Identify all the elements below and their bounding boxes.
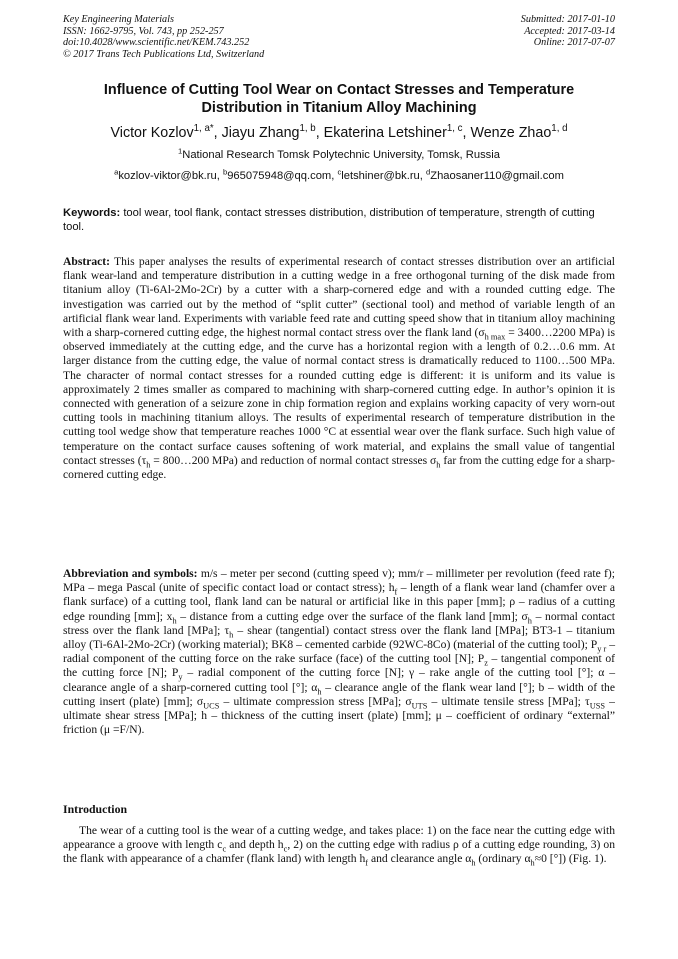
email-link[interactable]: kozlov-viktor@bk.ru: [118, 170, 217, 182]
subscript: c: [283, 844, 288, 854]
online-date: Online: 2017-07-07: [533, 37, 615, 49]
subscript: UCS: [203, 701, 220, 711]
doi-line: doi:10.4028/www.scientific.net/KEM.743.252: [63, 37, 250, 49]
section-heading-introduction: Introduction: [63, 802, 128, 816]
abbreviations-text: m/s – meter per second (cutting speed v); mm/r – millimeter per revolution (feed rate f); MPa – mega Pascal (unite of specific contact load or contact stress); h: [63, 567, 615, 595]
accepted-date: Accepted: 2017-03-14: [524, 25, 615, 37]
author-sup: 1, c: [446, 123, 463, 135]
introduction-text: , 2) on the cutting edge with radius ρ of a cutting edge rounding, 3) on the flank with appearance of a chamfer (flank land) with length h: [63, 838, 616, 866]
affiliation-text: National Research Tomsk Polytechnic University, Tomsk, Russia: [182, 149, 500, 161]
introduction-text: and clearance angle α: [368, 852, 472, 866]
subscript: h max: [484, 332, 506, 342]
subscript: y r: [597, 644, 607, 654]
journal-name: Key Engineering Materials: [63, 14, 174, 25]
subscript: h: [527, 615, 532, 625]
keywords: [63, 206, 615, 235]
email-link[interactable]: 965075948@qq.com: [227, 170, 332, 182]
subscript: h: [471, 858, 476, 868]
abbreviations-text: – normal contact stress over the flank land [MPa]; τ: [63, 609, 615, 637]
subscript: UTS: [411, 701, 428, 711]
subscript: h: [229, 630, 234, 640]
introduction-text: (ordinary α: [475, 852, 531, 866]
email-sup: b: [222, 167, 228, 177]
subscript: z: [484, 658, 488, 668]
email-sup: c: [337, 167, 342, 177]
subscript: h: [146, 460, 151, 470]
author-sup: 1, d: [551, 123, 568, 135]
introduction-paragraph: [63, 824, 615, 867]
subscript: h: [530, 858, 535, 868]
abbreviations-text: – ultimate shear stress [MPa]; h – thickness of the cutting insert (plate) [mm]; μ – coefficient of ordinary “external” friction (μ =F/N).: [63, 694, 615, 737]
issn-line: ISSN: 1662-9795, Vol. 743, pp 252-257: [63, 25, 224, 37]
email-list: $^a$kozlov-viktor@bk.ru, $^b$965075948@qq.com, $^c$letshiner@bk.ru, $^d$Zhaosaner110@gmail.com: [114, 167, 564, 182]
email-sup: a: [114, 167, 119, 177]
abbreviations-text: – length of a flank wear land (chamfer over a flank surface) of a cutting tool, flank land can be natural or artificial like in this paper [mm]; ρ – radius of a cutting edge rounding [mm]; x: [63, 581, 616, 623]
keywords-label: Keywords:: [63, 207, 121, 219]
abbreviations-text: – clearance angle of the flank wear land [°]; b – width of the cutting insert (plate) [mm]; σ: [63, 680, 615, 708]
paper-title: Influence of Cutting Tool Wear on Contact Stresses and Temperature Distribution in Titanium Alloy Machining: [103, 82, 575, 116]
introduction-text: The wear of a cutting tool is the wear of a cutting wedge, and takes place: 1) on the face near the cutting edge with appearance a groove with length c: [63, 824, 615, 852]
abbreviations: [63, 567, 615, 737]
author-sup: 1, b: [299, 123, 316, 135]
author-sup: 1, a*: [193, 123, 214, 135]
email-link[interactable]: Zhaosaner110@gmail.com: [430, 170, 564, 182]
abbreviations-text: – shear (tangential) contact stress over the flank land [MPa]; BT3-1 – titanium alloy (Ti-6Al-2Mo-2Cr) (working material); BK8 – cemented carbide (92WC-8Co) (material of the cutting tool); P: [63, 623, 615, 652]
subscript: c: [222, 844, 227, 854]
abbreviations-text: – radial component of the cutting force on the rake surface (face) of the cutting tool [N]; P: [63, 638, 616, 666]
abstract-text: = 3400…2200 MPa) is observed immediately at the cutting edge, and the curve has a horizontal region with a length of 0.2…0.6 mm. At larger distance from the cutting edge, the value of normal contact stress is dramatically reduced to 1100…500 MPa. The character of normal contact stresses for a rounded cutting edge is different: it is uniform and its value is approximately 2 times smaller as compared to machining with sharp-cornered cutting edge. In author’s opinion it is connected with generation of a seizure zone in chip formation region and explains working capacity of very worn-out cutting tools in machining titanium alloys. The results of experimental research of temperature distribution in the cutting tool wedge show that temperature reaches 1000 °C at essential wear over the flank surface. Such high value of temperature on the contact surface causes softening of work material, and explains the small value of tangential contact stresses (τ: [63, 326, 615, 467]
subscript: h: [436, 460, 441, 470]
abbreviations-text: – ultimate compression stress [MPa]; σ: [219, 694, 412, 708]
author-name: Victor Kozlov: [110, 125, 194, 141]
subscript: f: [394, 587, 398, 597]
abstract-label: Abstract:: [63, 255, 111, 268]
journal-info: [63, 14, 264, 60]
subscript: h: [317, 686, 322, 696]
abstract-text: This paper analyses the results of experimental research of contact stresses distribution over an artificial flank wear-land and temperature distribution in a cutting wedge in a free orthogonal turning of the disk made from titanium alloy (Ti-6Al-2Mo-2Cr) by a cutter with a sharp-cornered edge and with a rounded cutting edge. The investigation was carried out by the method of “split cutter” (sectional tool) and method of variable length of an artificial flank wear land. Experiments with variable feed rate and cutting speed show that in titanium alloy machining with a sharp-cornered cutting edge, the highest normal contact stress over the flank land (σ: [63, 255, 615, 340]
affiliation-sup: 1: [178, 146, 183, 156]
introduction-text: ≈0 [°]) (Fig. 1).: [534, 852, 607, 866]
keywords-text: tool wear, tool flank, contact stresses distribution, distribution of temperature, strength of cutting tool.: [63, 207, 595, 234]
affiliation: [63, 148, 615, 162]
author-list: Victor Kozlov$^{1, a*}$, Jiayu Zhang$^{1, b}$, Ekaterina Letshiner$^{1, c}$, Wenze Zhao$^{1, d}$: [110, 123, 568, 141]
abbreviations-text: – ultimate tensile stress [MPa]; τ: [427, 694, 590, 708]
abstract-text: = 800…200 MPa) and reduction of normal contact stresses σ: [150, 453, 437, 467]
author-name: Wenze Zhao: [470, 125, 552, 141]
subscript: USS: [589, 701, 606, 711]
submitted-date: Submitted: 2017-01-10: [520, 14, 615, 25]
subscript: y: [178, 672, 183, 682]
subscript: f: [365, 858, 369, 868]
abbreviations-text: – tangential component of the cutting force [N]; P: [63, 652, 615, 680]
email-link[interactable]: letshiner@bk.ru: [341, 170, 420, 182]
abstract-text: far from the cutting edge for a sharp-cornered cutting edge.: [63, 453, 615, 482]
abbreviations-label: Abbreviation and symbols:: [63, 567, 198, 580]
dates-info: [521, 14, 615, 49]
email-sup: d: [426, 167, 431, 177]
abstract: [63, 255, 615, 482]
abbreviations-text: – radial component of the cutting force [N]; γ – rake angle of the cutting tool [°]; α – clearance angle of a sharp-cornered cutting tool [°]; α: [63, 666, 616, 694]
copyright-line: © 2017 Trans Tech Publications Ltd, Switzerland: [63, 48, 265, 60]
abbreviations-text: – distance from a cutting edge over the surface of the flank land [mm]; σ: [176, 609, 528, 623]
author-name: Ekaterina Letshiner: [323, 125, 447, 141]
subscript: h: [172, 615, 177, 625]
introduction-text: and depth h: [226, 838, 284, 852]
author-name: Jiayu Zhang: [221, 125, 300, 141]
